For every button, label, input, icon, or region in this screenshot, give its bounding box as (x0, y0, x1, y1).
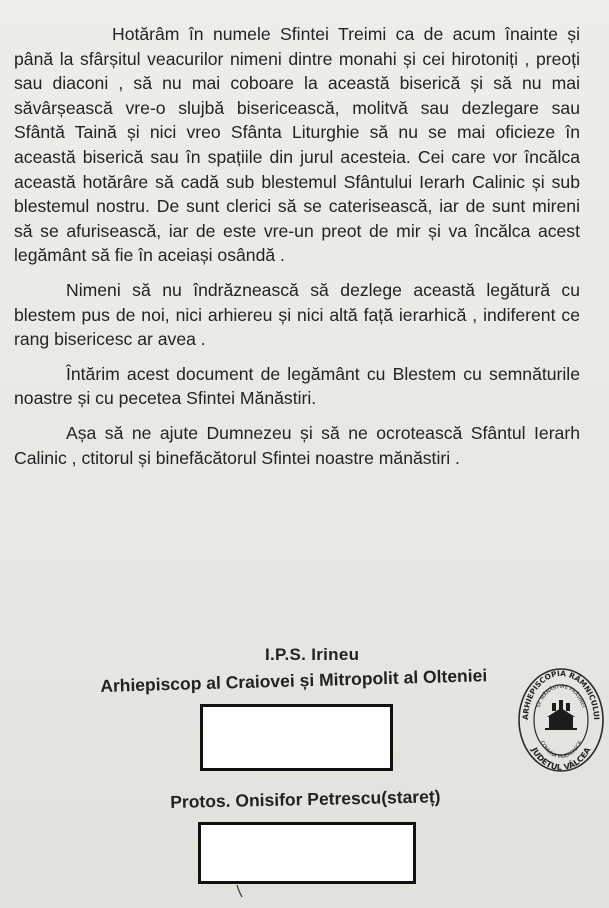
seal-bottom-text: JUDEȚUL VÂLCEA (529, 745, 593, 773)
document-body (14, 22, 580, 480)
seal-lower-text: COMUNA MUEREASCA (538, 740, 584, 761)
seal-inner-text: SF. MĂNĂSTIRE FRĂSINEI (535, 683, 587, 709)
monastery-seal-stamp (516, 666, 606, 774)
seal-outer-text: ARHIEPISCOPIA RÂMNICULUI (520, 668, 602, 721)
pen-stroke-mark (234, 884, 246, 898)
protos-signatory: Protos. Onisifor Petrescu(stareț) (170, 786, 441, 812)
redacted-signature-1 (200, 704, 393, 771)
paragraph-blessing: Așa să ne ajute Dumnezeu și să ne ocrotească Sfântul Ierarh Calinic , ctitorul și binefăcătorul Sfintei noastre mănăstiri . (14, 422, 580, 468)
signatory-name: I.P.S. Irineu (265, 645, 360, 664)
paragraph-decision: Hotărâm în numele Sfintei Treimi ca de acum înainte și până la sfârșitul veacurilor nimeni dintre monahi și cei hirotoniți , preoți sau diaconi , să nu mai coboare la această biserică și să nu mai săvârșească vre-o slujbă bisericească, molitvă sau dezlegare sau Sfântă Taină și nici vreo Sfânta Liturghie să nu se mai oficieze în această biserică sau în spațiile din jurul acesteia. Cei care vor încălca această hotărâre să cadă sub blestemul Sfântului Ierarh Calinic și sub blestemul nostru. De sunt clerici să se caterisească, iar de sunt mireni să se afurisească, iar de este vre-un preot de mir și va încălca acest legământ să fie în aceiași osândă . (14, 24, 580, 266)
signatory-title: Arhiepiscop al Craiovei și Mitropolit al Olteniei (100, 665, 488, 696)
redacted-signature-2 (198, 822, 416, 884)
paragraph-confirmation: Întărim acest document de legământ cu Blestem cu semnăturile noastre și cu pecetea Sfintei Mănăstiri. (14, 363, 580, 409)
seal-church-icon (545, 700, 577, 730)
paragraph-no-unbinding: Nimeni să nu îndrăznească să dezlege această legătură cu blestem pus de noi, nici arhiereu și nici altă față ierarhică , indiferent ce rang bisericesc ar avea . (14, 279, 580, 350)
